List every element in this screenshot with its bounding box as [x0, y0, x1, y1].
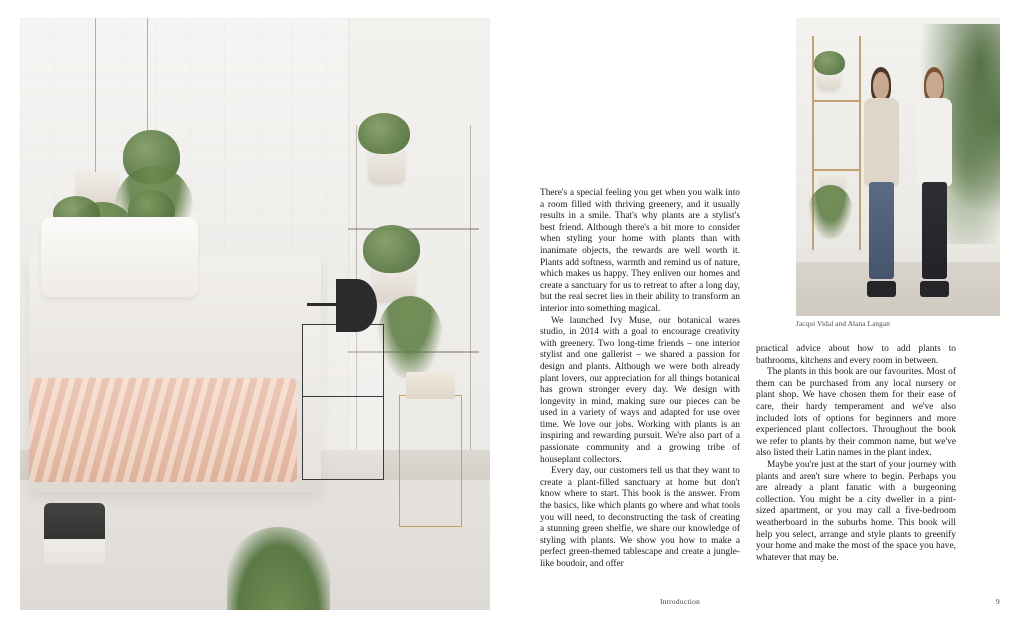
- paragraph: We launched Ivy Muse, our botanical wares studio, in 2014 with a goal to encourage creativity with greenery. Two long-time friends – one interior stylist and one gallerist – we shared a passion for design and plants. Although we were both already plant lovers, our appreciation for all things botanical has grown stronger every day. We design with longevity in mind, making sure our pieces can be used in a variety of ways and adapted for use over time. We love our jobs. Working with plants is an inspiring and rewarding pursuit. We're also part of a passionate community and a growing tribe of houseplant collectors.: [540, 315, 740, 465]
- left-page-photo: [20, 18, 490, 610]
- right-page: [500, 0, 1020, 628]
- paragraph: Maybe you're just at the start of your journey with plants and aren't sure where to begin. Perhaps you are already a plant fanatic with a burgeoning collection. You might be a city dweller in a pint-sized apartment, or you may call a five-bedroom weatherboard in the suburbs home. This book will help you select, arrange and style plants to greenify your home and make the most of the space you have, whatever that may be.: [756, 459, 956, 563]
- body-column-right: [756, 344, 956, 564]
- bedroom-interior-image: [20, 18, 490, 610]
- hanging-cord-2: [147, 18, 148, 136]
- top-garment: [917, 98, 952, 186]
- studio-background: [796, 18, 1000, 316]
- head: [926, 72, 943, 101]
- wire-shelf-plant-top: [358, 113, 410, 154]
- ladder-plant-top: [814, 51, 845, 75]
- body-column-left: [540, 188, 740, 571]
- knitted-throw: [29, 378, 297, 482]
- person-left: [857, 72, 906, 293]
- shoes: [920, 281, 949, 296]
- lamp-shade: [336, 279, 377, 332]
- page-number: 9: [996, 597, 1000, 606]
- desk-lamp: [307, 279, 378, 332]
- shoes: [867, 281, 896, 296]
- authors-photo: [796, 18, 1000, 316]
- boots: [44, 503, 105, 562]
- paragraph: practical advice about how to add plants to bathrooms, kitchens and every room in between.: [756, 344, 956, 366]
- top-garment: [864, 98, 899, 186]
- brass-plant-stand: [399, 395, 462, 527]
- side-table: [302, 324, 384, 480]
- paragraph: There's a special feeling you get when you walk into a room filled with thriving greenery, and it usually results in a smile. That's why plants are a stylist's best friend. Although there's a bit more to consider when styling your home with plants than with inanimate objects, the rewards are well worth it. Plants add softness, warmth and remind us of nature, which makes us happy. They enliven our homes and create a sanctuary for us to retreat to after a long day, but the real secret lies in their ability to transform an interior into something magical.: [540, 188, 740, 314]
- person-right: [910, 72, 959, 293]
- pillows: [41, 217, 198, 298]
- trailing-vine-3: [377, 296, 443, 379]
- ladder-trailing-vine: [808, 185, 853, 239]
- hanging-cord-1: [95, 18, 96, 172]
- paragraph: The plants in this book are our favourites. Most of them can be purchased from any local nursery or plant shop. We have chosen them for their ease of care, their hardy temperament and we've also included lots of options for beginners and more experienced plant collectors. Throughout the book we refer to plants by their common name, but we've also listed their Latin names in the plant index.: [756, 367, 956, 459]
- wire-shelf-plant-mid: [363, 225, 419, 272]
- photo-caption: Jacqui Vidal and Alana Langan: [796, 320, 890, 328]
- trousers: [922, 182, 947, 279]
- jeans: [869, 182, 894, 279]
- running-footer: Introduction: [660, 597, 701, 606]
- bed: [29, 255, 320, 492]
- paragraph: Every day, our customers tell us that they want to create a plant-filled sanctuary at home but don't know where to start. This book is the answer. From the basics, like which plants go where and what tools you will need, to deconstructing the task of creating a stunning green shelfie, we share our knowledge of styling with plants. We show you how to make a perfect green-themed tablescape and create a jungle-like boudoir, and offer: [540, 466, 740, 569]
